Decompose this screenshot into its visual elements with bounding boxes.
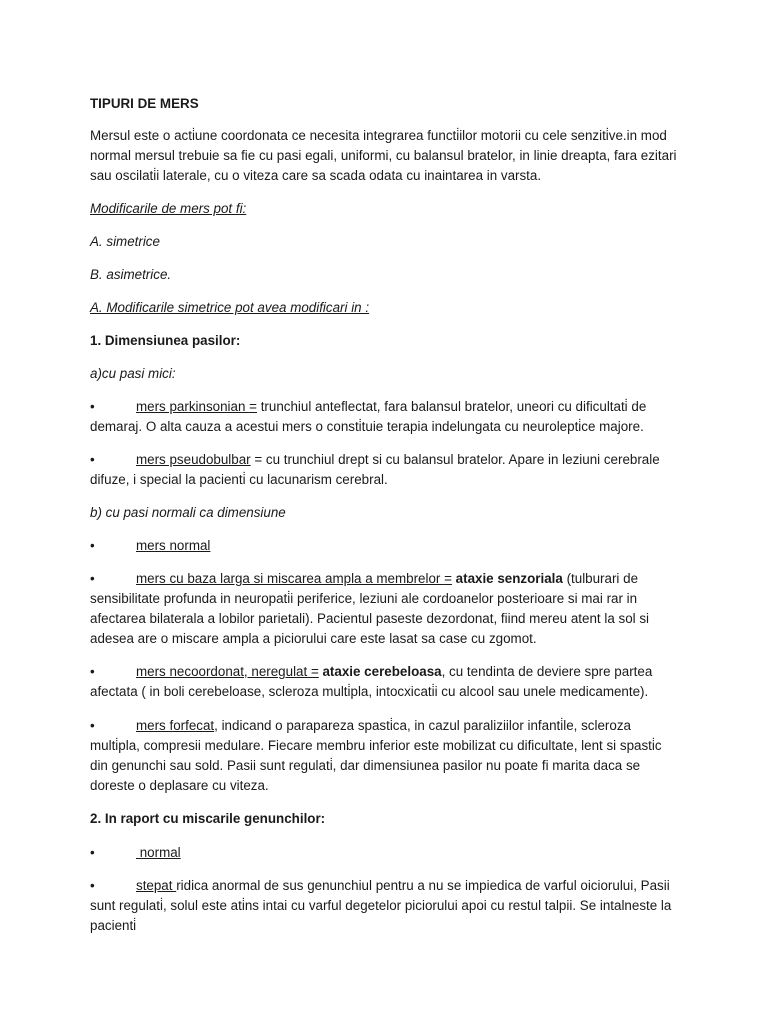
bullet: • xyxy=(90,399,95,414)
list-item xyxy=(90,876,680,936)
subsection-normal-steps: b) cu pasi normali ca dimensiune xyxy=(90,505,286,520)
list-item xyxy=(90,843,680,863)
term: mers forfecat xyxy=(136,718,215,733)
bullet: • xyxy=(90,845,95,860)
description: (tulburari de sensibilitate profunda in neuropati̇i periferice, leziuni ale cordoanelor posterioare si mai rar in afectarea bilaterala a lobilor parietali). Pacientul paseste dezordonat, fiind mereu atent la sol si adesea are o miscare ampla a piciorului care este lasat sa case cu zgomot. xyxy=(90,571,650,646)
term: mers necoordonat, neregulat xyxy=(136,664,311,679)
list-item xyxy=(90,569,680,649)
bullet: • xyxy=(90,878,95,893)
bullet: • xyxy=(90,718,95,733)
symmetric-heading: A. Modificarile simetrice pot avea modificari in : xyxy=(90,300,370,315)
bullet: • xyxy=(90,538,95,553)
bullet: • xyxy=(90,571,95,586)
term: mers pseudobulbar xyxy=(136,452,251,467)
equals-sign: = xyxy=(249,399,257,414)
description: , cu tendinta de deviere spre partea afectata ( in boli cerebeloase, scleroza multi̇pla, intocxicati̇i cu alcool sau unele medicamente). xyxy=(90,664,653,699)
term: mers cu baza larga si miscarea ampla a membrelor xyxy=(136,571,445,586)
list-item xyxy=(90,536,680,556)
list-item xyxy=(90,397,680,437)
condition-name: ataxie cerebeloasa xyxy=(318,664,442,679)
subsection-small-steps: a)cu pasi mici: xyxy=(90,366,176,381)
term: mers normal xyxy=(136,538,211,553)
list-item xyxy=(90,450,680,490)
section-step-size: 1. Dimensiunea pasilor: xyxy=(90,333,241,348)
bullet: • xyxy=(90,452,95,467)
description: = cu trunchiul drept si cu balansul bratelor. Apare in leziuni cerebrale difuze, i special la pacienti̇ cu lacunarism cerebral. xyxy=(90,452,660,487)
term: mers parkinsonian xyxy=(136,399,250,414)
description: trunchiul anteflectat, fara balansul bratelor, uneori cu dificultati̇ de demaraj. O alta cauza a acestui mers o consti̇tuie terapia indelungata cu neurolepti̇ce majore. xyxy=(90,399,647,434)
condition-name: ataxie senzoriala xyxy=(451,571,563,586)
section-knee-movement: 2. In raport cu miscarile genunchilor: xyxy=(90,811,326,826)
description: , indicand o parapareza spasti̇ca, in cazul paraliziilor infanti̇le, scleroza multi̇pla, compresii medulare. Fiecare membru inferior este mobilizat cu dificultate, lent si spasti̇c din genunchi sau sold. Pasii sunt regulati̇, dar dimensiunea pasilor nu poate fi marita daca se doreste o deplasare cu viteza. xyxy=(90,718,662,793)
modifications-heading: Modificarile de mers pot fi: xyxy=(90,201,247,216)
equals-sign: = xyxy=(310,664,319,679)
document-title: TIPURI DE MERS xyxy=(90,96,199,111)
description: ridica anormal de sus genunchiul pentru a nu se impiedica de varful oiciorului, Pasii sunt regulati̇, solul este ati̇ns intai cu varful degetelor piciorului apoi cu restul talpii. Se intalneste la pacienti̇ xyxy=(90,878,672,933)
intro-paragraph: Mersul este o acti̇une coordonata ce necesita integrarea functi̇ilor motorii cu cele senziti̇ve.in mod normal mersul trebuie sa fie cu pasi egali, uniformi, cu balansul bratelor, in linie dreapta, fara ezitari sau oscilati̇i laterale, cu o viteza care sa scada odata cu inaintarea in varsta. xyxy=(90,128,677,183)
list-item xyxy=(90,662,680,702)
option-asymmetric: B. asimetrice. xyxy=(90,267,172,282)
option-symmetric: A. simetrice xyxy=(90,234,160,249)
term: stepat xyxy=(136,878,177,893)
bullet: • xyxy=(90,664,95,679)
equals-sign: = xyxy=(444,571,452,586)
list-item xyxy=(90,716,680,796)
term: normal xyxy=(136,845,181,860)
